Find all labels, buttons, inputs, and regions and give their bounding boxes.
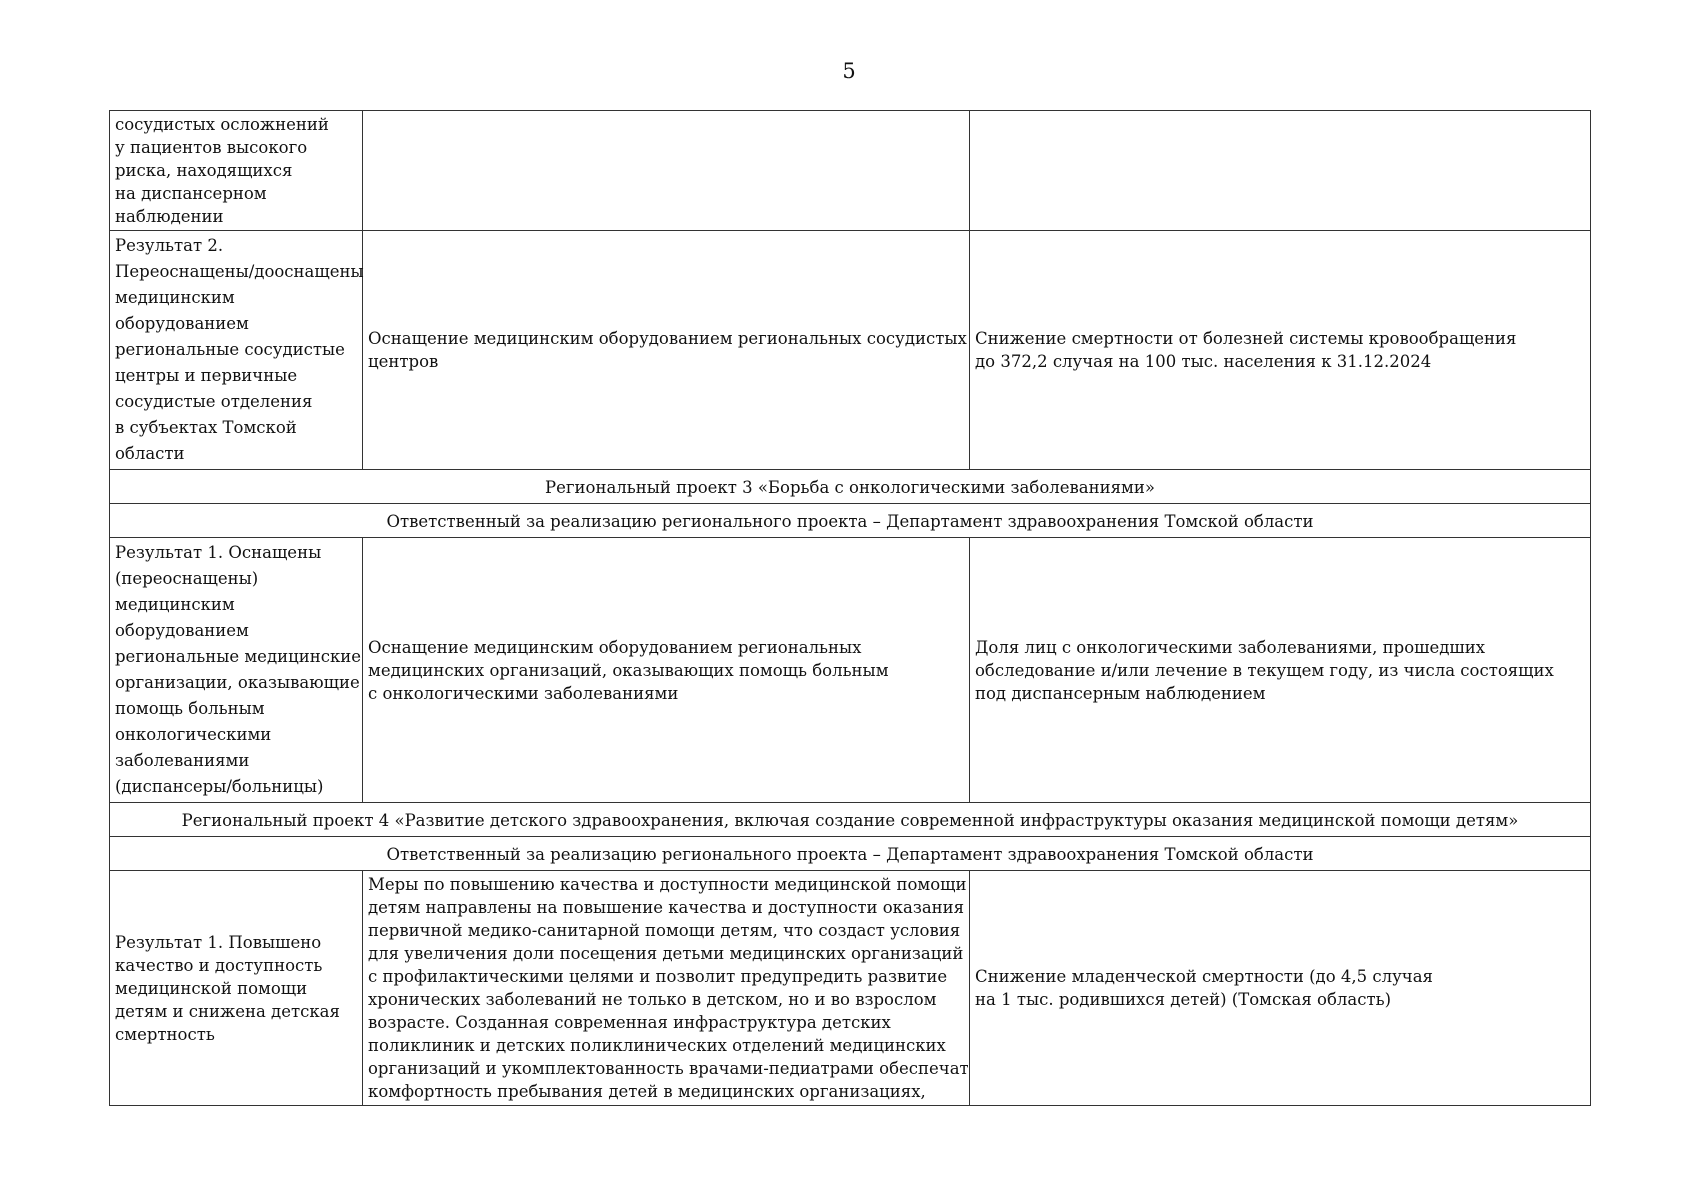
cell-line: у пациентов высокого [115,138,308,157]
measure-cell [363,871,970,1106]
cell-line: медицинским [115,595,235,614]
cell-line: центров [368,352,439,371]
cell-line: сосудистые отделения [115,392,313,411]
cell-line: области [115,444,185,463]
result-cell [110,111,363,231]
cell-line: детям направлены на повышение качества и доступности оказания [368,898,965,917]
cell-line: (переоснащены) [115,569,259,588]
responsible-row: Ответственный за реализацию регионального проекта – Департамент здравоохранения Томской области [110,837,1591,871]
cell-line: Меры по повышению качества и доступности медицинской помощи [368,875,967,894]
cell-line: медицинской помощи [115,978,308,998]
cell-line: Снижение младенческой смертности (до 4,5 случая [975,967,1433,986]
cell-line: с профилактическими целями и позволит предупредить развитие [368,967,948,986]
cell-line: риска, находящихся [115,161,293,180]
table-row [110,504,1591,538]
cell-line: сосудистых осложнений [115,115,329,134]
cell-line: под диспансерным наблюдением [975,683,1266,703]
project-title: Региональный проект 4 «Развитие детского здравоохранения, включая создание современной инфраструктуры оказания медицинской помощи детям» [110,803,1591,837]
cell-line: с онкологическими заболеваниями [368,683,679,703]
cell-line: комфортность пребывания детей в медицинских организациях, [368,1082,926,1101]
cell-line: региональные медицинские [115,647,362,666]
cell-line: региональные сосудистые [115,340,345,359]
cell-line: медицинским [115,288,235,307]
cell-line: детям и снижена детская [115,1001,340,1021]
indicator-cell [970,538,1591,803]
cell-line: медицинских организаций, оказывающих помощь больным [368,660,889,680]
result-cell [110,231,363,470]
table-row [110,803,1591,837]
table-row [110,231,1591,470]
indicator-cell [970,111,1591,231]
cell-line: оборудованием [115,314,249,333]
table-row [110,111,1591,231]
measure-cell [363,111,970,231]
cell-line: помощь больным [115,699,265,718]
indicator-cell [970,231,1591,470]
table-row [110,470,1591,504]
cell-line: качество и доступность [115,955,323,975]
result-cell [110,871,363,1106]
cell-line: первичной медико-санитарной помощи детям, что создаст условия [368,921,961,940]
project-title: Региональный проект 3 «Борьба с онкологическими заболеваниями» [110,470,1591,504]
cell-line: организаций и укомплектованность врачами-педиатрами обеспечат [368,1059,969,1078]
cell-line: для увеличения доли посещения детьми медицинских организаций [368,944,964,963]
page-number: 5 [842,59,856,83]
cell-line: Доля лиц с онкологическими заболеваниями, прошедших [975,637,1486,657]
result-cell [110,538,363,803]
cell-line: организации, оказывающие [115,673,360,692]
cell-line: Оснащение медицинским оборудованием региональных [368,637,862,657]
cell-line: Снижение смертности от болезней системы кровообращения [975,329,1517,348]
cell-line: поликлиник и детских поликлинических отделений медицинских [368,1036,946,1055]
cell-line: на 1 тыс. родившихся детей) (Томская область) [975,990,1392,1009]
cell-line: (диспансеры/больницы) [115,777,324,796]
table-row [110,837,1591,871]
table-row [110,538,1591,803]
measure-cell [363,231,970,470]
measures-table [109,110,1591,1106]
cell-line: онкологическими [115,725,272,744]
cell-line: центры и первичные [115,366,298,385]
measure-cell [363,538,970,803]
cell-line: Результат 1. Оснащены [115,543,322,562]
indicator-cell [970,871,1591,1106]
cell-line: смертность [115,1024,215,1044]
cell-line: оборудованием [115,621,249,640]
cell-line: на диспансерном [115,184,267,203]
cell-line: заболеваниями [115,751,250,770]
cell-line: возрасте. Созданная современная инфраструктура детских [368,1013,891,1032]
table-row [110,871,1591,1106]
cell-line: Переоснащены/дооснащены [115,262,364,281]
cell-line: Результат 2. [115,236,224,255]
cell-line: Результат 1. Повышено [115,932,322,952]
cell-line: в субъектах Томской [115,418,297,437]
cell-line: обследование и/или лечение в текущем году, из числа состоящих [975,660,1554,680]
cell-line: до 372,2 случая на 100 тыс. населения к 31.12.2024 [975,352,1432,371]
responsible-row: Ответственный за реализацию регионального проекта – Департамент здравоохранения Томской области [110,504,1591,538]
cell-line: Оснащение медицинским оборудованием региональных сосудистых [368,329,967,348]
cell-line: наблюдении [115,207,224,226]
cell-line: хронических заболеваний не только в детском, но и во взрослом [368,990,937,1009]
